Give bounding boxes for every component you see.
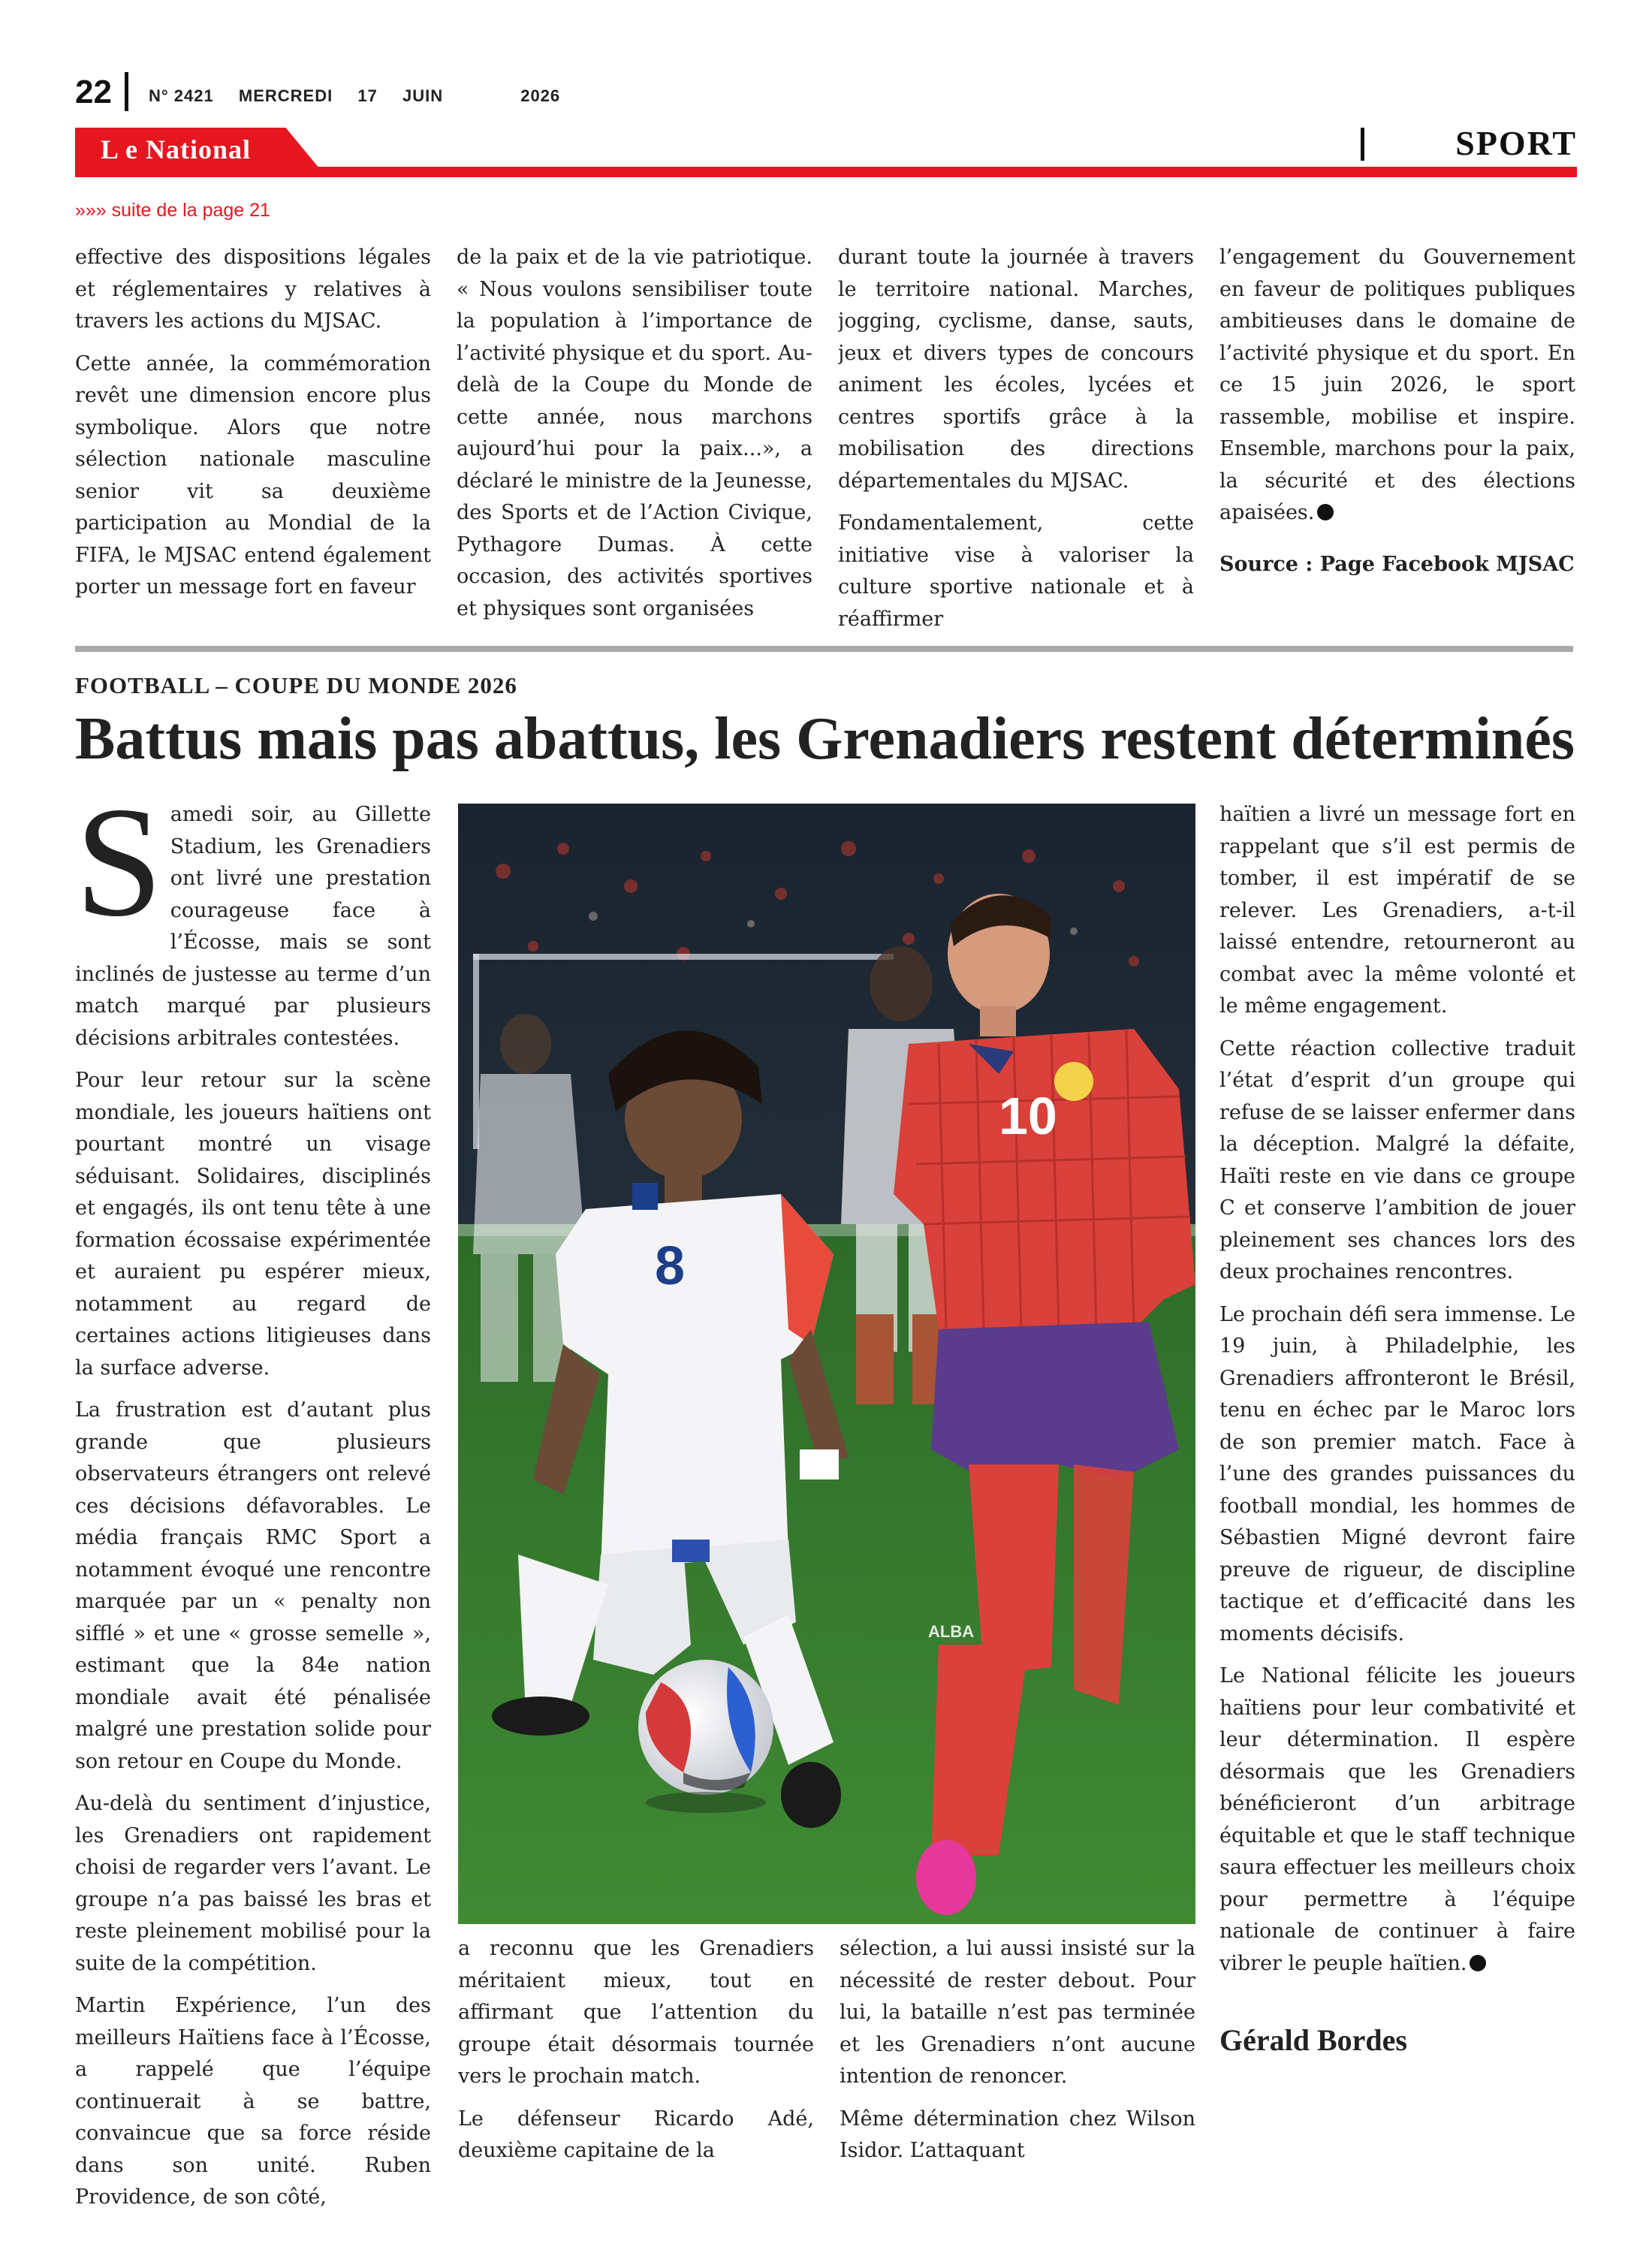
header-red-rule	[75, 167, 1577, 177]
issue-day: 17	[357, 86, 378, 105]
paragraph: haïtien a livré un message fort en rappelant que s’il est permis de tomber, il est impératif de se relever. Les Grenadiers, a-t-il laissé entendre, retourneront au combat avec la même volonté et le même engagement.	[1219, 803, 1575, 1018]
end-mark-icon	[1317, 504, 1334, 520]
section-divider	[1361, 128, 1364, 161]
issue-number: N° 2421	[149, 86, 214, 105]
paragraph: effective des dispositions légales et réglementaires y relatives à travers les actions du MJSAC.	[75, 246, 431, 333]
paragraph	[1219, 242, 1575, 529]
paragraph-text: l’engagement du Gouvernement en faveur de politiques publiques ambitieuses dans le domaine de l’activité physique et du sport. En ce 15 juin 2026, le sport rassemble, mobilise et inspire. Ensemble, marchons pour la paix, la sécurité et des élections apaisées.	[1219, 246, 1575, 524]
section-title: SPORT	[1455, 124, 1577, 162]
prev-article-column-4	[1219, 242, 1575, 632]
paragraph-text: Le National félicite les joueurs haïtiens pour leur combativité et leur détermination. Il espère désormais que les Grenadiers bénéficieront d’un arbitrage équitable et que le staff technique saura effectuer les meilleurs choix pour permettre à l’équipe nationale de continuer à faire vibrer le peuple haïtien.	[1219, 1664, 1575, 1975]
continuation-note: »»» suite de la page 21	[75, 200, 270, 221]
sleeve-text: ALBA	[928, 1622, 975, 1641]
article-separator	[75, 646, 1573, 652]
page-number: 22	[75, 74, 112, 110]
paragraph: Cette réaction collective traduit l’état d’esprit d’un groupe qui refuse de se laisser enfermer dans la déception. Malgré la défaite, Haïti reste en vie dans ce groupe C et conserve l’ambition de jouer pleinement ses chances lors des deux prochaines rencontres.	[1219, 1036, 1575, 1283]
article-column-2	[458, 1933, 814, 2218]
jersey-number-white: 8	[655, 1236, 686, 1296]
paragraph: Même détermination chez Wilson Isidor. L’attaquant	[840, 2107, 1195, 2162]
article-author: Gérald Bordes	[1219, 2023, 1407, 2057]
prev-article-column-2	[457, 242, 812, 632]
paragraph: sélection, a lui aussi insisté sur la nécessité de rester debout. Pour lui, la bataille n’est pas terminée et les Grenadiers n’ont aucune intention de renoncer.	[840, 1937, 1195, 2088]
issue-month: JUIN	[402, 86, 444, 105]
paragraph: Le prochain défi sera immense. Le 19 juin, à Philadelphie, les Grenadiers affronteront le Brésil, tenu en échec par le Maroc lors de son premier match. Face à l’une des grandes puissances du football mondial, les hommes de Sébastien Migné devront faire preuve de rigueur, de discipline tactique et d’efficacité dans les moments décisifs.	[1219, 1302, 1575, 1645]
article-column-4	[1219, 799, 1575, 2218]
drop-cap: S	[75, 799, 163, 949]
article-headline: Battus mais pas abattus, les Grenadiers restent déterminés	[75, 706, 1575, 772]
jersey-number-red: 10	[999, 1087, 1057, 1145]
prev-article-column-3	[838, 242, 1194, 632]
issue-weekday: MERCREDI	[238, 86, 333, 105]
paragraph	[75, 799, 431, 1054]
prev-article-column-1	[75, 242, 431, 632]
paragraph: Le défenseur Ricardo Adé, deuxième capitaine de la	[458, 2107, 814, 2162]
article-column-1	[75, 799, 431, 2218]
paragraph: durant toute la journée à travers le territoire national. Marches, jogging, cyclisme, danse, sauts, jeux et divers types de concours animent les écoles, lycées et centres sportifs grâce à la mobilisation des directions départementales du MJSAC.	[838, 246, 1194, 493]
paragraph: La frustration est d’autant plus grande que plusieurs observateurs étrangers ont relevé ces décisions défavorables. Le média français RMC Sport a notamment évoqué une rencontre marquée par un « penalty non sifflé » et une « grosse semelle », estimant que la 84e nation mondiale avait été pénalisée malgré une prestation solide pour son retour en Coupe du Monde.	[75, 1398, 431, 1773]
match-photo	[458, 804, 1195, 1924]
newspaper-logo: L e National	[101, 134, 252, 164]
issue-year: 2026	[520, 86, 561, 105]
paragraph: de la paix et de la vie patriotique. « Nous voulons sensibiliser toute la population à l’importance de l’activité physique et du sport. Au-delà de la Coupe du Monde de cette année, nous marchons aujourd’hui pour la paix...», a déclaré le ministre de la Jeunesse, des Sports et de l’Action Civique, Pythagore Dumas. À cette occasion, des activités sportives et physiques sont organisées	[457, 246, 812, 620]
end-mark-icon	[1470, 1955, 1486, 1971]
paragraph: Au-delà du sentiment d’injustice, les Grenadiers ont rapidement choisi de regarder vers l’avant. Le groupe n’a pas baissé les bras et reste pleinement mobilisé pour la suite de la compétition.	[75, 1792, 431, 1975]
article-kicker: FOOTBALL – COUPE DU MONDE 2026	[75, 672, 517, 698]
paragraph	[1219, 1660, 1575, 1980]
paragraph: Martin Expérience, l’un des meilleurs Haïtiens face à l’Écosse, a rappelé que l’équipe continuerait à se battre, convaincue que sa force réside dans son unité. Ruben Providence, de son côté,	[75, 1994, 431, 2209]
paragraph: Cette année, la commémoration revêt une dimension encore plus symbolique. Alors que notre sélection nationale masculine senior vit sa deuxième participation au Mondial de la FIFA, le MJSAC entend également porter un message fort en faveur	[75, 351, 431, 599]
issue-info	[149, 86, 580, 106]
paragraph: Pour leur retour sur la scène mondiale, les joueurs haïtiens ont pourtant montré un visage séduisant. Solidaires, disciplinés et engagés, ils ont tenu tête à une formation écossaise expérimentée et auraient pu espérer mieux, notamment au regard de certaines actions litigieuses dans la surface adverse.	[75, 1069, 431, 1380]
header-divider	[125, 72, 128, 111]
paragraph: Fondamentalement, cette initiative vise à valoriser la culture sportive nationale et à réaffirmer	[838, 511, 1194, 631]
paragraph: a reconnu que les Grenadiers méritaient mieux, tout en affirmant que l’attention du groupe était désormais tournée vers le prochain match.	[458, 1937, 814, 2088]
paragraph-text: amedi soir, au Gillette Stadium, les Grenadiers ont livré une prestation courageuse face à l’Écosse, mais se sont inclinés de justesse au terme d’un match marqué par plusieurs décisions arbitrales contestées.	[75, 803, 431, 1050]
article-source: Source : Page Facebook MJSAC	[1219, 552, 1575, 576]
article-column-3	[840, 1933, 1195, 2218]
